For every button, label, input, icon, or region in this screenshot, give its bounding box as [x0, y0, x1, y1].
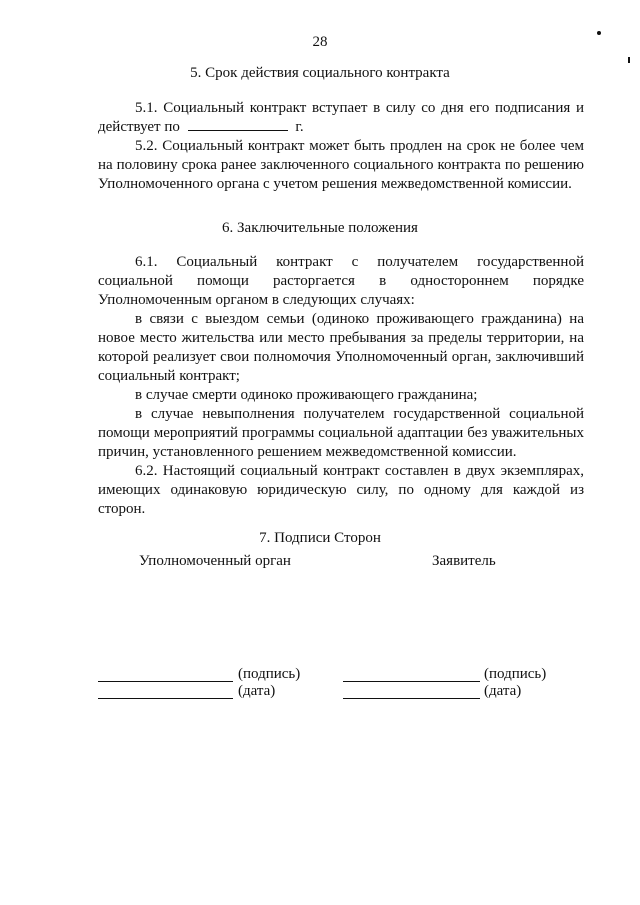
- edge-mark: [628, 57, 630, 63]
- right-date-label: (дата): [484, 683, 522, 699]
- clause-5-1-suffix: г.: [295, 119, 304, 135]
- section-5-title: 5. Срок действия социального контракта: [190, 65, 450, 81]
- clause-5-2: 5.2. Социальный контракт может быть продлен на срок не более чем на половину срока ранее заключенного социального контракта по решению Уполномоченного органа с учетом решения межведомственной комиссии.: [98, 138, 584, 192]
- termination-case-1: в связи с выездом семьи (одиноко проживающего гражданина) на новое место жительства или место пребывания за пределы территории, на которой реализует свои полномочия Уполномоченный орган, заключивший социальный контракт;: [98, 311, 584, 384]
- termination-case-3: в случае невыполнения получателем государственной социальной помощи мероприятий программы социальной адаптации без уважительных причин, установленного решением межведомственной комиссии.: [98, 406, 584, 460]
- right-date-line: [343, 698, 480, 699]
- left-party-label: Уполномоченный орган: [139, 553, 291, 569]
- section-5-body: [98, 99, 584, 194]
- right-signature-label: (подпись): [484, 666, 547, 682]
- right-party-label: Заявитель: [432, 553, 496, 569]
- clause-5-1-text: 5.1. Социальный контракт вступает в силу со дня его подписания и действует по: [98, 100, 584, 135]
- page-number: 28: [312, 34, 328, 50]
- right-signature-line: [343, 681, 480, 682]
- termination-case-2: в случае смерти одиноко проживающего гражданина;: [135, 387, 478, 403]
- section-6-body: [98, 253, 584, 519]
- clause-6-2: 6.2. Настоящий социальный контракт составлен в двух экземплярах, имеющих одинаковую юридическую силу, по одному для каждой из сторон.: [98, 463, 584, 517]
- section-7-title: 7. Подписи Сторон: [259, 530, 381, 546]
- end-date-blank: [188, 118, 288, 131]
- left-signature-label: (подпись): [238, 666, 301, 682]
- section-6-title: 6. Заключительные положения: [222, 220, 418, 236]
- clause-5-1: [98, 99, 584, 137]
- clause-6-1: 6.1. Социальный контракт с получателем государственной социальной помощи расторгается в одностороннем порядке Уполномоченным органом в следующих случаях:: [98, 254, 584, 308]
- left-date-line: [98, 698, 233, 699]
- left-date-label: (дата): [238, 683, 276, 699]
- left-signature-line: [98, 681, 233, 682]
